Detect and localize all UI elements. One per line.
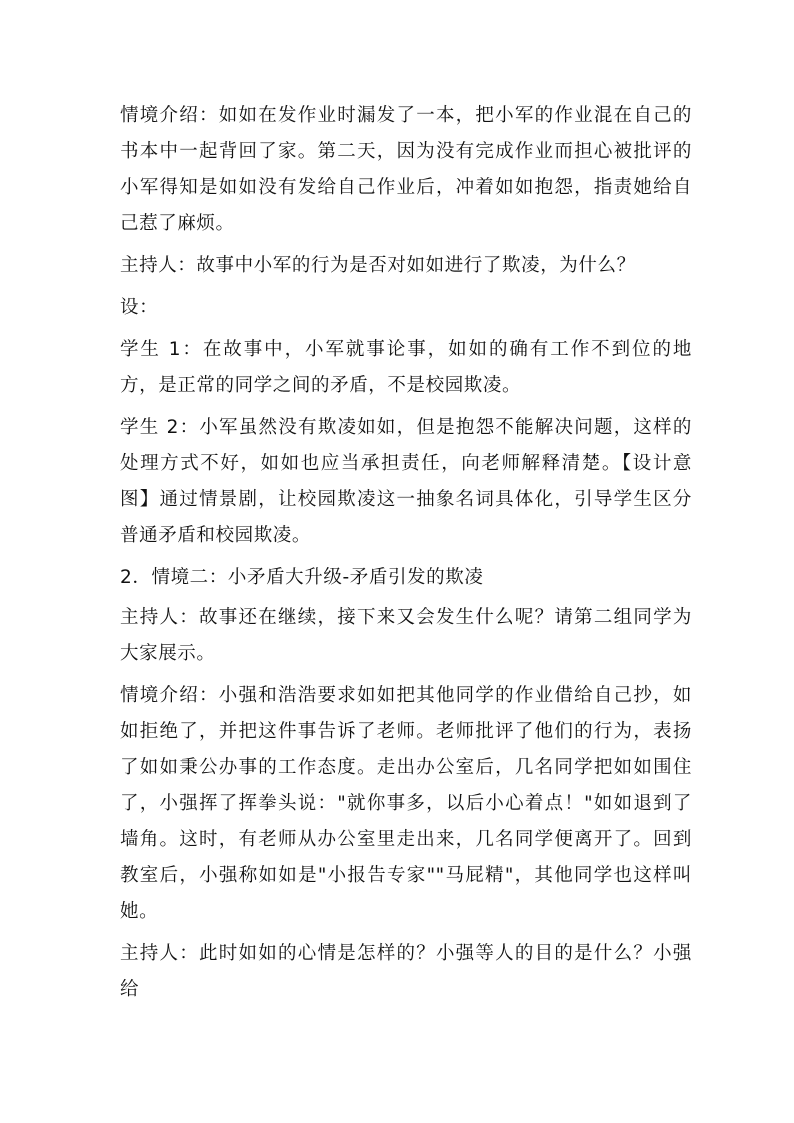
scenario-intro-1-paragraph: 情境介绍：如如在发作业时漏发了一本，把小军的作业混在自己的书本中一起背回了家。第二天，因为没有完成作业而担心被批评的小军得知是如如没有发给自己作业后，冲着如如抱怨，指责她给自己惹了麻烦。 bbox=[120, 105, 692, 234]
host-question-1-paragraph: 主持人：故事中小军的行为是否对如如进行了欺凌，为什么？ bbox=[120, 255, 636, 276]
scenario-intro-2-paragraph: 情境介绍：小强和浩浩要求如如把其他同学的作业借给自己抄，如如拒绝了，并把这件事告诉了老师。老师批评了他们的行为，表扬了如如秉公办事的工作态度。走出办公室后，几名同学把如如围住了，小强挥了挥拳头说："就你事多，以后小心着点！"如如退到了墙角。这时，有老师从办公室里走出来，几名同学便离开了。回到教室后，小强称如如是"小报告专家""马屁精"，其他同学也这样叫她。 bbox=[120, 685, 692, 922]
setup-label-paragraph: 设： bbox=[120, 297, 159, 318]
scenario-2-heading: 2．情境二：小矛盾大升级-矛盾引发的欺凌 bbox=[120, 567, 484, 588]
student-2-answer-paragraph: 学生 2：小军虽然没有欺凌如如，但是抱怨不能解决问题，这样的处理方式不好，如如也应当承担责任，向老师解释清楚。【设计意图】通过情景剧，让校园欺凌这一抽象名词具体化，引导学生区分普通矛盾和校园欺凌。 bbox=[120, 417, 692, 546]
document-body bbox=[120, 98, 692, 1014]
host-prompt-2-paragraph: 主持人：故事还在继续，接下来又会发生什么呢？请第二组同学为大家展示。 bbox=[120, 607, 692, 664]
host-question-2-paragraph: 主持人：此时如如的心情是怎样的？小强等人的目的是什么？小强给 bbox=[120, 943, 692, 1000]
student-1-answer-paragraph: 学生 1：在故事中，小军就事论事，如如的确有工作不到位的地方，是正常的同学之间的矛盾，不是校园欺凌。 bbox=[120, 339, 692, 396]
